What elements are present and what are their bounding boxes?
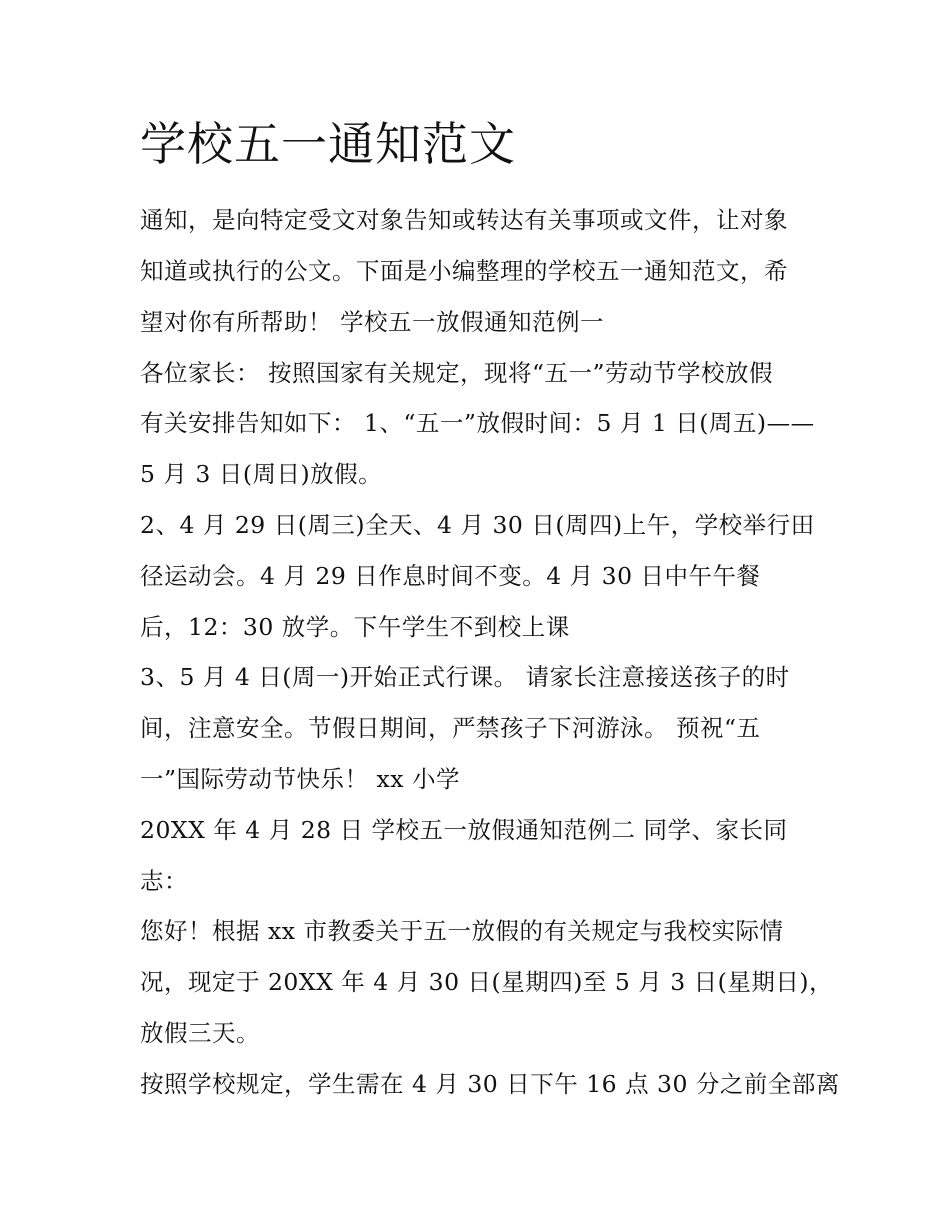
body-line: 2、4 月 29 日(周三)全天、4 月 30 日(周四)上午，学校举行田 xyxy=(140,511,815,539)
body-line: 后，12：30 放学。下午学生不到校上课 xyxy=(140,613,570,641)
body-line: 3、5 月 4 日(周一)开始正式行课。 请家长注意接送孩子的时 xyxy=(140,663,790,691)
body-line: 间，注意安全。节假日期间，严禁孩子下河游泳。 预祝“五 xyxy=(140,714,761,742)
document-title: 学校五一通知范文 xyxy=(140,117,516,171)
body-line: 一”国际劳动节快乐！ xx 小学 xyxy=(140,765,460,793)
body-line: 望对你有所帮助！ 学校五一放假通知范例一 xyxy=(140,308,604,336)
body-line: 您好！根据 xx 市教委关于五一放假的有关规定与我校实际情 xyxy=(140,917,784,945)
body-line: 径运动会。4 月 29 日作息时间不变。4 月 30 日中午午餐 xyxy=(140,562,761,590)
body-line: 志： xyxy=(140,867,188,895)
body-line: 通知，是向特定受文对象告知或转达有关事项或文件，让对象 xyxy=(140,206,788,234)
body-line: 知道或执行的公文。下面是小编整理的学校五一通知范文，希 xyxy=(140,257,788,285)
body-line: 有关安排告知如下： 1、“五一”放假时间：5 月 1 日(周五)—— xyxy=(140,409,815,437)
body-line: 各位家长： 按照国家有关规定，现将“五一”劳动节学校放假 xyxy=(140,359,773,387)
body-line: 按照学校规定，学生需在 4 月 30 日下午 16 点 30 分之前全部离 xyxy=(140,1070,840,1098)
body-line: 5 月 3 日(周日)放假。 xyxy=(140,460,383,488)
body-line: 放假三天。 xyxy=(140,1019,260,1047)
body-line: 20XX 年 4 月 28 日 学校五一放假通知范例二 同学、家长同 xyxy=(140,816,788,844)
body-line: 况，现定于 20XX 年 4 月 30 日(星期四)至 5 月 3 日(星期日)， xyxy=(140,968,833,996)
